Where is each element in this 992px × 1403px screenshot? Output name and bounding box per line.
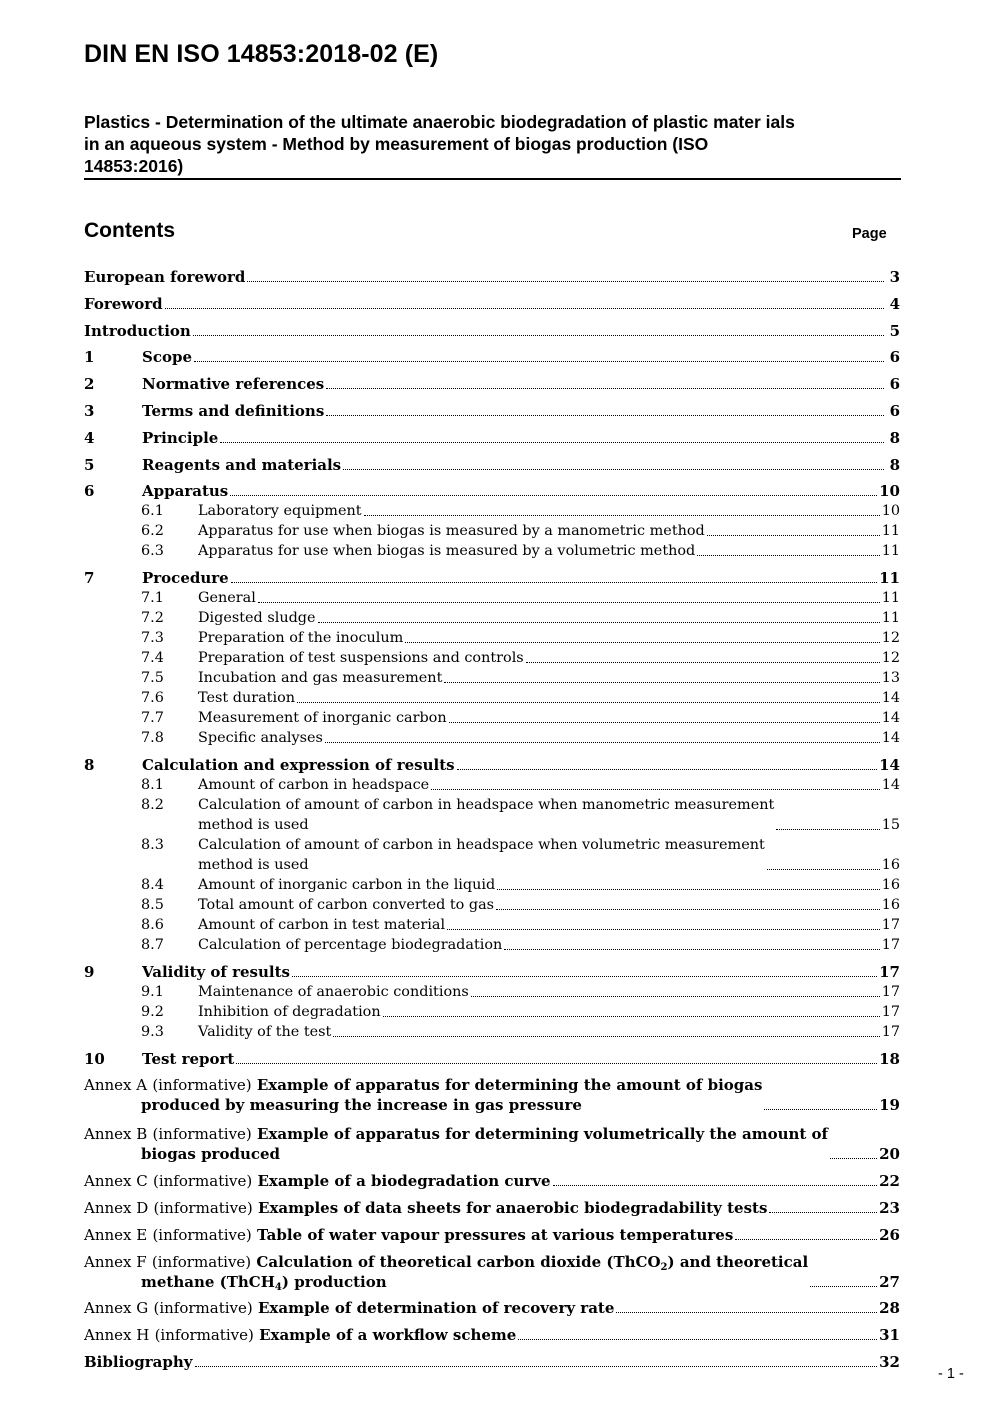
toc-entry-section-9[interactable] xyxy=(84,962,900,982)
toc-entry-title: Validity of results xyxy=(142,962,290,981)
toc-leader xyxy=(326,415,884,416)
toc-leader xyxy=(343,469,884,470)
toc-leader xyxy=(236,1063,877,1064)
toc-subsection-number: 8.7 xyxy=(141,936,164,953)
toc-entry-section-8-5[interactable] xyxy=(84,895,900,915)
toc-leader xyxy=(247,281,884,282)
toc-leader xyxy=(769,1212,877,1213)
toc-page-number: 14 xyxy=(881,710,900,727)
toc-entry-title xyxy=(84,1124,828,1164)
toc-entry-section-10[interactable] xyxy=(84,1049,900,1069)
annex-type: (informative) xyxy=(152,1076,252,1095)
toc-leader xyxy=(447,929,880,930)
toc-entry-title: Procedure xyxy=(142,569,229,588)
page-column-label: Page xyxy=(852,226,887,242)
toc-subsection-number: 8.2 xyxy=(141,796,164,813)
toc-title-line: Calculation of amount of carbon in headspace when manometric measurement xyxy=(198,796,775,813)
toc-section-number: 8 xyxy=(84,755,95,774)
toc-entry-title: European foreword xyxy=(84,268,246,286)
toc-leader xyxy=(735,1239,877,1240)
subtitle-line: Plastics - Determination of the ultimate anaerobic biodegradation of plastic mater ials xyxy=(84,112,795,132)
toc-entry-section-8-7[interactable] xyxy=(84,935,900,955)
toc-title-line: produced by measuring the increase in gas pressure xyxy=(141,1096,582,1115)
toc-entry-section-8-2[interactable] xyxy=(84,795,900,835)
toc-subsection-number: 9.2 xyxy=(141,1003,164,1020)
toc-entry-section-6[interactable] xyxy=(84,481,900,501)
toc-entry-title: Terms and definitions xyxy=(142,401,325,420)
toc-entry-annex-d[interactable] xyxy=(84,1198,900,1218)
annex-label: Annex A xyxy=(84,1076,148,1095)
toc-page-number: 5 xyxy=(889,321,900,340)
toc-leader xyxy=(220,442,884,443)
toc-title-line: biogas produced xyxy=(141,1145,281,1164)
toc-entry-section-6-3[interactable] xyxy=(84,541,900,561)
toc-section-number: 1 xyxy=(84,348,95,367)
toc-leader xyxy=(231,582,877,583)
toc-subsection-number: 8.4 xyxy=(141,876,164,893)
toc-subsection-number: 7.8 xyxy=(141,730,164,747)
toc-entry-title xyxy=(84,1325,516,1345)
toc-entry-section-7-2[interactable] xyxy=(84,608,900,628)
toc-section-number: 9 xyxy=(84,962,95,981)
footer-page-number: - 1 - xyxy=(938,1366,964,1382)
toc-entry-section-7-5[interactable] xyxy=(84,668,900,688)
toc-subsection-number: 7.6 xyxy=(141,690,164,707)
toc-entry-annex-e[interactable] xyxy=(84,1225,900,1245)
annex-title: Example of apparatus for determining the amount of biogas xyxy=(256,1076,763,1095)
toc-leader xyxy=(326,388,884,389)
toc-page-number: 14 xyxy=(879,755,900,774)
toc-entry-section-7-3[interactable] xyxy=(84,628,900,648)
annex-title: Example of a biodegradation curve xyxy=(257,1172,551,1191)
annex-label: Annex B xyxy=(84,1125,148,1144)
toc-page-number: 16 xyxy=(881,876,900,893)
toc-leader xyxy=(165,308,884,309)
subscript: 4 xyxy=(274,1281,282,1293)
toc-entry-section-7-8[interactable] xyxy=(84,728,900,748)
annex-title: ) and theoretical xyxy=(667,1252,809,1271)
toc-entry-section-1[interactable] xyxy=(84,347,900,367)
toc-page-number: 10 xyxy=(881,503,900,520)
toc-entry-title: Laboratory equipment xyxy=(198,503,362,520)
toc-entry-section-8-6[interactable] xyxy=(84,915,900,935)
toc-section-number: 10 xyxy=(84,1049,105,1068)
toc-entry-title: Calculation of percentage biodegradation xyxy=(198,936,503,953)
toc-leader xyxy=(767,869,880,870)
table-of-contents xyxy=(84,267,900,1372)
toc-leader xyxy=(444,682,879,683)
toc-entry-title: Digested sludge xyxy=(198,610,316,627)
annex-label: Annex G xyxy=(84,1299,149,1318)
toc-leader xyxy=(697,555,879,556)
annex-type: (informative) xyxy=(154,1326,254,1345)
toc-leader xyxy=(383,1016,880,1017)
annex-title: ) production xyxy=(281,1272,387,1291)
toc-leader xyxy=(449,722,880,723)
toc-leader xyxy=(230,495,877,496)
toc-entry-section-8-1[interactable] xyxy=(84,775,900,795)
toc-section-number: 4 xyxy=(84,428,95,447)
toc-leader xyxy=(258,602,880,603)
toc-title-line: method is used xyxy=(198,816,309,833)
toc-entry-title: Maintenance of anaerobic conditions xyxy=(198,983,469,1000)
toc-page-number: 12 xyxy=(881,650,900,667)
toc-entry-title: Scope xyxy=(142,348,193,367)
toc-entry-title: Preparation of test suspensions and controls xyxy=(198,650,524,667)
toc-leader xyxy=(496,909,880,910)
toc-entry-title: Measurement of inorganic carbon xyxy=(198,710,447,727)
toc-section-number: 5 xyxy=(84,455,95,474)
toc-page-number: 31 xyxy=(879,1326,900,1345)
annex-title: Example of apparatus for determining volumetrically the amount of xyxy=(257,1125,829,1144)
toc-leader xyxy=(526,662,880,663)
toc-entry-title: Normative references xyxy=(142,375,325,394)
toc-entry-title: Apparatus for use when biogas is measured by a manometric method xyxy=(198,523,705,540)
subscript: 2 xyxy=(660,1261,668,1273)
toc-entry-title xyxy=(84,1225,733,1245)
toc-entry-title: Amount of inorganic carbon in the liquid xyxy=(198,876,496,893)
toc-page-number: 27 xyxy=(879,1272,900,1291)
toc-entry-title: Bibliography xyxy=(84,1352,193,1371)
toc-entry-annex-g[interactable] xyxy=(84,1298,900,1318)
toc-leader xyxy=(333,1036,879,1037)
toc-entry-title: Apparatus xyxy=(142,482,229,501)
toc-page-number: 16 xyxy=(881,896,900,913)
toc-page-number: 22 xyxy=(879,1172,900,1191)
toc-page-number: 14 xyxy=(881,776,900,793)
toc-entry-title: Test duration xyxy=(198,690,295,707)
toc-page-number: 11 xyxy=(879,569,900,588)
toc-entry-title xyxy=(198,795,774,835)
toc-subsection-number: 7.4 xyxy=(141,650,164,667)
toc-entry-annex-h[interactable] xyxy=(84,1325,900,1345)
annex-label: Annex H xyxy=(84,1326,150,1345)
toc-leader xyxy=(553,1185,878,1186)
toc-entry-annex-f[interactable] xyxy=(84,1252,900,1292)
toc-entry-annex-b[interactable] xyxy=(84,1124,900,1164)
toc-entry-title xyxy=(84,1252,808,1292)
annex-title: methane (ThCH xyxy=(141,1272,275,1291)
toc-entry-section-7-1[interactable] xyxy=(84,588,900,608)
toc-page-number: 12 xyxy=(881,630,900,647)
toc-entry-title xyxy=(84,1298,614,1318)
toc-entry-section-7-7[interactable] xyxy=(84,708,900,728)
annex-label: Annex E xyxy=(84,1225,148,1244)
toc-leader xyxy=(292,976,877,977)
toc-entry-title: Total amount of carbon converted to gas xyxy=(198,896,495,913)
toc-entry-title: Reagents and materials xyxy=(142,455,342,474)
annex-type: (informative) xyxy=(151,1252,252,1271)
toc-subsection-number: 7.5 xyxy=(141,670,164,687)
toc-section-number: 3 xyxy=(84,401,95,420)
contents-heading: Contents xyxy=(84,219,175,242)
document-title: DIN EN ISO 14853:2018-02 (E) xyxy=(84,40,439,68)
toc-subsection-number: 9.3 xyxy=(141,1023,164,1040)
toc-entry-section-3[interactable] xyxy=(84,401,900,421)
toc-leader xyxy=(193,335,884,336)
annex-label: Annex D xyxy=(84,1198,149,1217)
toc-entry-introduction[interactable] xyxy=(84,321,900,341)
toc-page-number: 17 xyxy=(881,1023,900,1040)
toc-section-number: 2 xyxy=(84,375,95,394)
subtitle-line: in an aqueous system - Method by measurement of biogas production (ISO xyxy=(84,134,709,154)
toc-page-number: 17 xyxy=(879,962,900,981)
document-subtitle xyxy=(84,111,904,177)
toc-page-number: 8 xyxy=(889,428,900,447)
toc-page-number: 6 xyxy=(889,348,900,367)
toc-entry-annex-c[interactable] xyxy=(84,1171,900,1191)
toc-page-number: 26 xyxy=(879,1225,900,1244)
toc-leader xyxy=(830,1158,877,1159)
toc-entry-title: Apparatus for use when biogas is measured by a volumetric method xyxy=(198,543,696,560)
annex-label: Annex C xyxy=(84,1172,148,1191)
toc-leader xyxy=(497,889,879,890)
toc-entry-section-6-2[interactable] xyxy=(84,521,900,541)
header-divider xyxy=(84,178,901,180)
toc-leader xyxy=(325,742,880,743)
toc-entry-section-2[interactable] xyxy=(84,374,900,394)
toc-entry-title: Amount of carbon in test material xyxy=(198,916,446,933)
toc-entry-title: Amount of carbon in headspace xyxy=(198,776,430,793)
toc-page-number: 14 xyxy=(881,690,900,707)
annex-type: (informative) xyxy=(153,1299,253,1318)
toc-subsection-number: 6.2 xyxy=(141,523,164,540)
toc-leader xyxy=(194,361,884,362)
toc-title-line: method is used xyxy=(198,856,309,873)
annex-type: (informative) xyxy=(152,1125,252,1144)
toc-entry-title: Introduction xyxy=(84,321,191,340)
toc-subsection-number: 8.3 xyxy=(141,836,164,853)
toc-page-number: 28 xyxy=(879,1299,900,1318)
toc-leader xyxy=(318,622,880,623)
toc-title-line xyxy=(84,1124,828,1144)
toc-entry-title xyxy=(84,1171,551,1191)
toc-page-number: 13 xyxy=(881,670,900,687)
annex-title: Example of a workflow scheme xyxy=(259,1326,517,1345)
toc-subsection-number: 8.6 xyxy=(141,916,164,933)
toc-section-number: 7 xyxy=(84,569,95,588)
toc-entry-title xyxy=(198,835,765,875)
subtitle-line: 14853:2016) xyxy=(84,156,184,176)
toc-entry-annex-a[interactable] xyxy=(84,1075,900,1115)
toc-page-number: 17 xyxy=(881,983,900,1000)
toc-leader xyxy=(364,515,880,516)
toc-page-number: 6 xyxy=(889,375,900,394)
toc-leader xyxy=(471,996,880,997)
toc-entry-title: Inhibition of degradation xyxy=(198,1003,381,1020)
toc-entry-title: Validity of the test xyxy=(198,1023,332,1040)
toc-page-number: 4 xyxy=(889,294,900,313)
toc-title-line xyxy=(84,1272,808,1292)
annex-title: Calculation of theoretical carbon dioxide (ThCO xyxy=(256,1252,661,1271)
toc-page-number: 17 xyxy=(881,936,900,953)
toc-leader xyxy=(518,1339,877,1340)
toc-page-number: 11 xyxy=(881,590,900,607)
toc-subsection-number: 6.3 xyxy=(141,543,164,560)
toc-page-number: 20 xyxy=(879,1145,900,1164)
toc-entry-title: Test report xyxy=(142,1049,235,1068)
toc-subsection-number: 7.3 xyxy=(141,630,164,647)
toc-entry-section-9-1[interactable] xyxy=(84,982,900,1002)
annex-type: (informative) xyxy=(152,1172,253,1191)
toc-entry-section-8-3[interactable] xyxy=(84,835,900,875)
toc-page-number: 8 xyxy=(889,455,900,474)
toc-entry-title: Foreword xyxy=(84,294,163,313)
toc-section-number: 6 xyxy=(84,482,95,501)
toc-subsection-number: 7.7 xyxy=(141,710,164,727)
toc-entry-section-5[interactable] xyxy=(84,455,900,475)
toc-leader xyxy=(810,1286,877,1287)
toc-entry-title xyxy=(84,1198,767,1218)
toc-page-number: 14 xyxy=(881,730,900,747)
toc-entry-section-8-4[interactable] xyxy=(84,875,900,895)
toc-leader xyxy=(776,829,879,830)
toc-subsection-number: 7.2 xyxy=(141,610,164,627)
toc-entry-title: Preparation of the inoculum xyxy=(198,630,404,647)
toc-entry-section-7-6[interactable] xyxy=(84,688,900,708)
toc-page-number: 11 xyxy=(881,543,900,560)
toc-entry-bibliography[interactable] xyxy=(84,1352,900,1372)
toc-page-number: 6 xyxy=(889,401,900,420)
toc-page-number: 19 xyxy=(879,1096,900,1115)
toc-entry-section-7[interactable] xyxy=(84,568,900,588)
toc-entry-section-8[interactable] xyxy=(84,755,900,775)
toc-page-number: 18 xyxy=(879,1049,900,1068)
toc-page-number: 17 xyxy=(881,1003,900,1020)
toc-subsection-number: 9.1 xyxy=(141,983,164,1000)
annex-type: (informative) xyxy=(153,1198,253,1217)
toc-subsection-number: 8.1 xyxy=(141,776,164,793)
toc-entry-title: Specific analyses xyxy=(198,730,323,747)
toc-leader xyxy=(504,949,879,950)
annex-title: Examples of data sheets for anaerobic biodegradability tests xyxy=(258,1198,768,1217)
annex-title: Table of water vapour pressures at various temperatures xyxy=(256,1225,734,1244)
toc-page-number: 16 xyxy=(881,856,900,873)
toc-page-number: 11 xyxy=(881,610,900,627)
toc-leader xyxy=(764,1109,877,1110)
toc-entry-foreword[interactable] xyxy=(84,294,900,314)
toc-entry-title: Principle xyxy=(142,428,219,447)
toc-entry-section-4[interactable] xyxy=(84,428,900,448)
toc-page-number: 32 xyxy=(879,1352,900,1371)
toc-page-number: 17 xyxy=(881,916,900,933)
toc-entry-title: Calculation and expression of results xyxy=(142,755,455,774)
toc-entry-section-6-1[interactable] xyxy=(84,501,900,521)
toc-page-number: 23 xyxy=(879,1198,900,1217)
annex-type: (informative) xyxy=(152,1225,252,1244)
toc-page-number: 15 xyxy=(881,816,900,833)
toc-leader xyxy=(405,642,879,643)
toc-leader xyxy=(707,535,880,536)
toc-page-number: 11 xyxy=(881,523,900,540)
toc-leader xyxy=(616,1312,877,1313)
toc-entry-section-7-4[interactable] xyxy=(84,648,900,668)
toc-subsection-number: 8.5 xyxy=(141,896,164,913)
toc-title-line xyxy=(84,1252,808,1272)
toc-leader xyxy=(195,1366,878,1367)
toc-leader xyxy=(297,702,880,703)
toc-entry-title: Incubation and gas measurement xyxy=(198,670,443,687)
toc-page-number: 3 xyxy=(889,268,900,286)
toc-entry-title xyxy=(84,1075,762,1115)
toc-entry-title: General xyxy=(198,590,256,607)
toc-title-line: Calculation of amount of carbon in headspace when volumetric measurement xyxy=(198,836,765,853)
toc-entry-european-foreword[interactable] xyxy=(84,267,900,287)
toc-leader xyxy=(457,769,878,770)
toc-leader xyxy=(431,789,880,790)
toc-subsection-number: 7.1 xyxy=(141,590,164,607)
toc-page-number: 10 xyxy=(879,482,900,501)
toc-entry-section-9-3[interactable] xyxy=(84,1022,900,1042)
toc-entry-section-9-2[interactable] xyxy=(84,1002,900,1022)
annex-label: Annex F xyxy=(84,1252,147,1271)
toc-title-line xyxy=(84,1075,762,1095)
annex-title: Example of determination of recovery rate xyxy=(257,1299,615,1318)
toc-subsection-number: 6.1 xyxy=(141,503,164,520)
